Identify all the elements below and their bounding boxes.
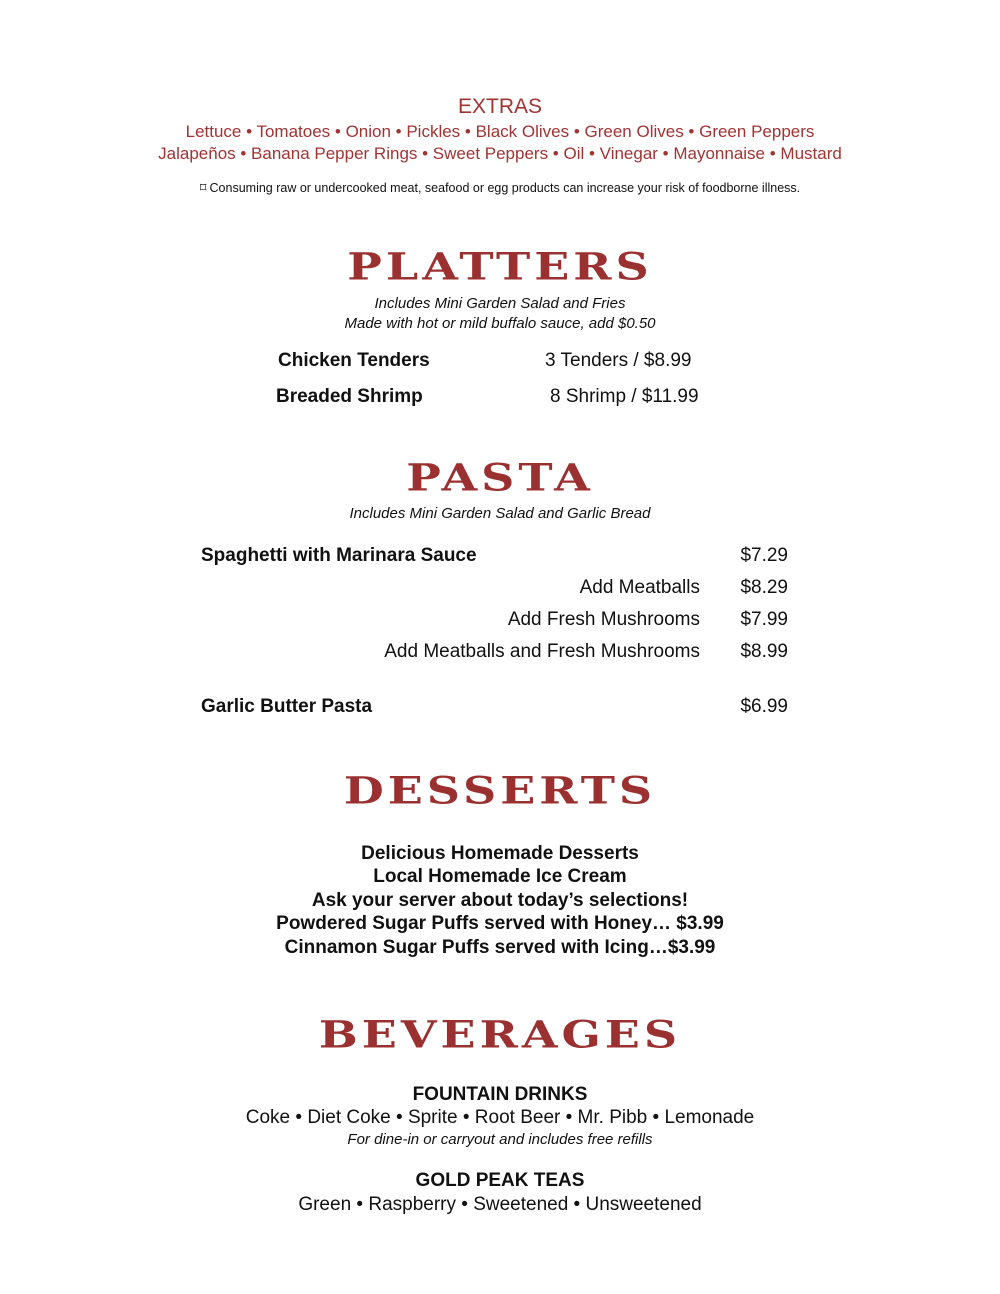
pasta-item-price: $7.29 — [740, 545, 788, 566]
platter-item-price: 8 Shrimp / $11.99 — [550, 386, 699, 407]
platters-note-2: Made with hot or mild buffalo sauce, add $0.50 — [344, 315, 656, 332]
food-safety-notice — [0, 180, 1000, 196]
pasta-addon-price: $7.99 — [740, 609, 788, 630]
platter-item-name: Chicken Tenders — [278, 350, 430, 371]
extras-line-2: Jalapeños • Banana Pepper Rings • Sweet Peppers • Oil • Vinegar • Mayonnaise • Mustard — [158, 144, 842, 163]
gold-peak-teas-title: GOLD PEAK TEAS — [415, 1170, 585, 1191]
beverages-heading: BEVERAGES — [318, 1012, 682, 1057]
extras-line-1: Lettuce • Tomatoes • Onion • Pickles • Black Olives • Green Olives • Green Peppers — [185, 122, 815, 141]
notice-text: Consuming raw or undercooked meat, seafood or egg products can increase your risk of foodborne illness. — [209, 181, 801, 195]
gold-peak-teas-list: Green • Raspberry • Sweetened • Unsweetened — [298, 1194, 702, 1215]
platter-item-price: 3 Tenders / $8.99 — [545, 350, 692, 371]
pasta-item-name: Spaghetti with Marinara Sauce — [201, 545, 477, 566]
pasta-item-name: Garlic Butter Pasta — [201, 696, 373, 717]
dessert-line: Cinnamon Sugar Puffs served with Icing…$3.99 — [284, 937, 716, 958]
pasta-addon-name: Add Fresh Mushrooms — [507, 609, 700, 630]
pasta-addon-name: Add Meatballs — [579, 577, 700, 598]
dessert-line: Local Homemade Ice Cream — [373, 866, 627, 887]
dessert-line: Ask your server about today’s selections! — [311, 890, 689, 911]
pasta-note: Includes Mini Garden Salad and Garlic Bread — [349, 505, 651, 522]
fountain-drinks-list: Coke • Diet Coke • Sprite • Root Beer • Mr. Pibb • Lemonade — [245, 1107, 755, 1128]
dessert-line: Powdered Sugar Puffs served with Honey… $3.99 — [276, 913, 724, 934]
pasta-addon-price: $8.99 — [740, 641, 788, 662]
platters-note-1: Includes Mini Garden Salad and Fries — [374, 295, 626, 312]
platter-item-name: Breaded Shrimp — [276, 386, 423, 407]
pasta-item-price: $6.99 — [740, 696, 788, 717]
fountain-drinks-title: FOUNTAIN DRINKS — [412, 1084, 588, 1105]
dessert-line: Delicious Homemade Desserts — [361, 843, 639, 864]
notice-icon: ⌑ — [199, 180, 207, 195]
fountain-drinks-note: For dine-in or carryout and includes free refills — [347, 1131, 653, 1148]
pasta-addon-price: $8.29 — [740, 577, 788, 598]
platters-heading: PLATTERS — [347, 244, 653, 289]
pasta-heading: PASTA — [406, 455, 594, 500]
extras-title: EXTRAS — [457, 95, 543, 118]
desserts-heading: DESSERTS — [343, 768, 657, 813]
pasta-addon-name: Add Meatballs and Fresh Mushrooms — [384, 641, 700, 662]
